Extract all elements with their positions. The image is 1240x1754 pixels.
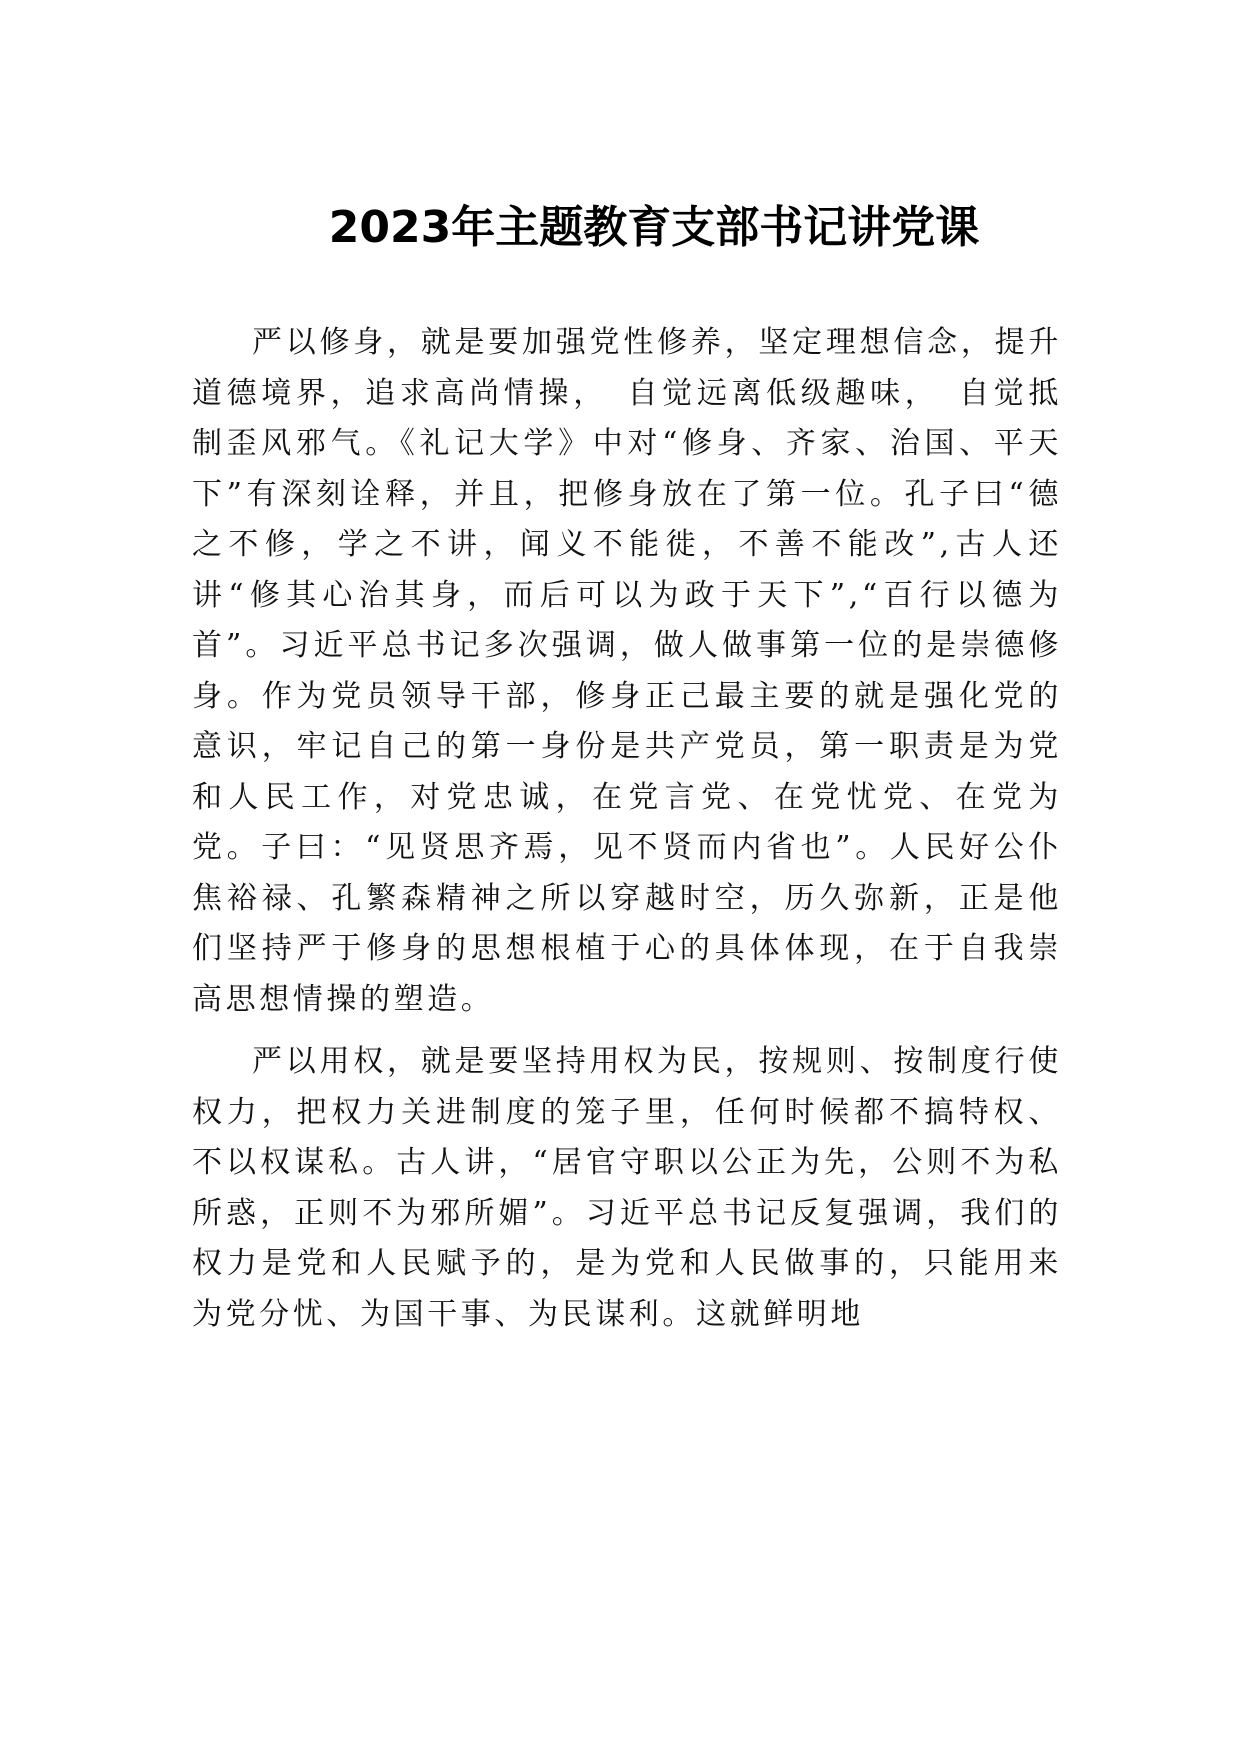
document-body xyxy=(192,318,1062,1340)
paragraph-self-cultivation: 严以修身，就是要加强党性修养，坚定理想信念，提升道德境界，追求高尚情操， 自觉远离低级趣味， 自觉抵制歪风邪气。《礼记大学》中对“修身、齐家、治国、平天下”有深刻诠释，并且，把修身放在了第一位。孔子曰“德之不修，学之不讲，闻义不能徙，不善不能改”,古人还讲“修其心治其身，而后可以为政于天下”,“百行以德为首”。习近平总书记多次强调，做人做事第一位的是崇德修身。作为党员领导干部，修身正己最主要的就是强化党的意识，牢记自己的第一身份是共产党员，第一职责是为党和人民工作，对党忠诚，在党言党、在党忧党、在党为党。子曰：“见贤思齐焉，见不贤而内省也”。人民好公仆焦裕禄、孔繁森精神之所以穿越时空，历久弥新，正是他们坚持严于修身的思想根植于心的具体体现，在于自我崇高思想情操的塑造。 xyxy=(192,325,1062,1017)
page-title: 2023年主题教育支部书记讲党课 xyxy=(328,202,980,253)
paragraph-use-of-power: 严以用权，就是要坚持用权为民，按规则、按制度行使权力，把权力关进制度的笼子里，任何时候都不搞特权、不以权谋私。古人讲，“居官守职以公正为先，公则不为私所惑，正则不为邪所媚”。习近平总书记反复强调，我们的权力是党和人民赋予的，是为党和人民做事的，只能用来为党分忧、为国干事、为民谋利。这就鲜明地 xyxy=(192,1044,1062,1332)
